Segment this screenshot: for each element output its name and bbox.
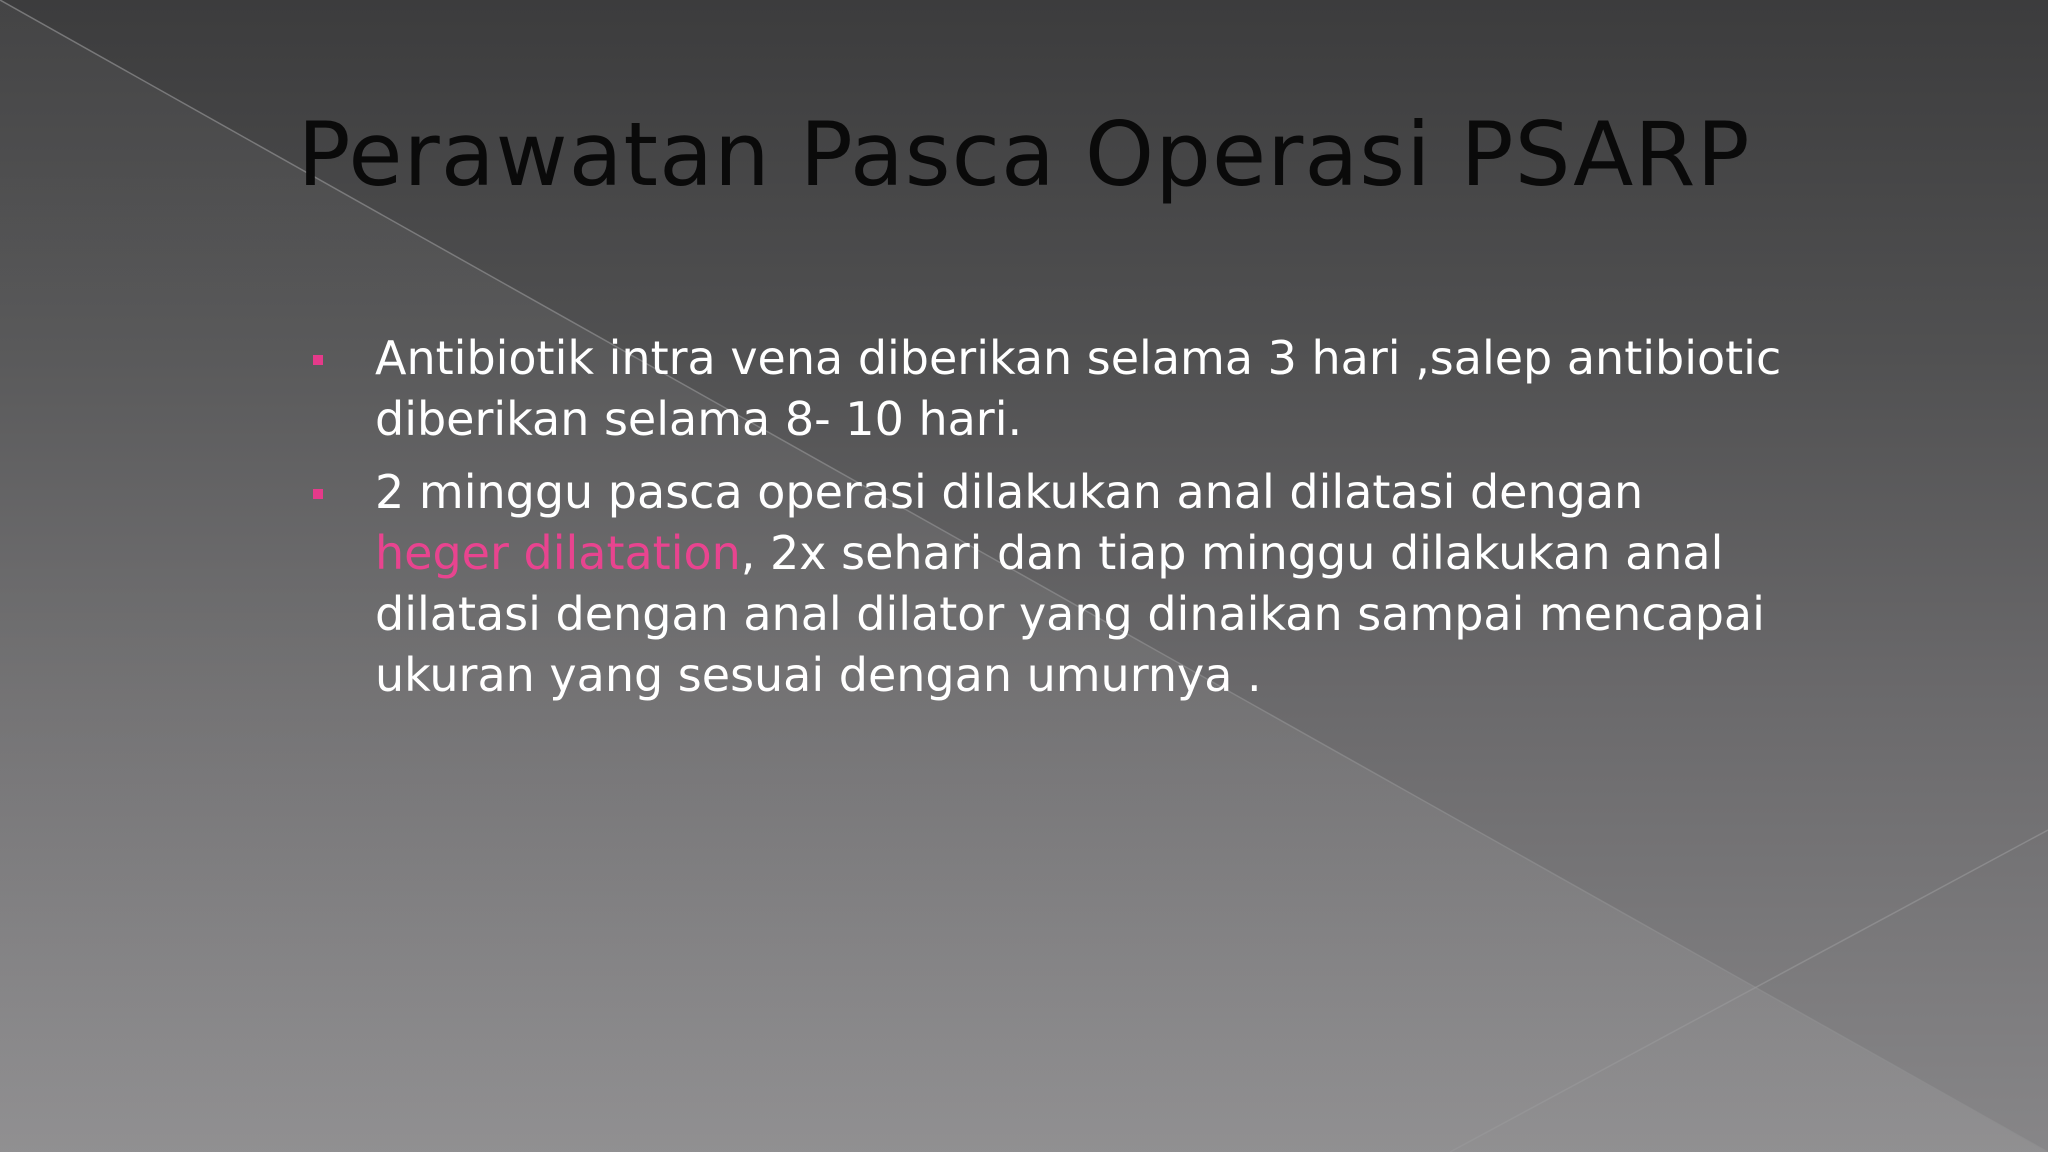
bullet-highlight-text: heger dilatation: [375, 526, 741, 580]
bullet-text: 2 minggu pasca operasi dilakukan anal dilatasi dengan: [375, 465, 1644, 519]
bullet-square-icon: [313, 489, 323, 499]
bullet-text-continued: , 2x sehari dan tiap minggu dilakukan anal dilatasi dengan anal dilator yang dinaikan sampai mencapai ukuran yang sesuai dengan umurnya .: [375, 526, 1765, 702]
bullet-item: [305, 328, 1785, 450]
bullet-square-icon: [313, 355, 323, 365]
bullet-text: Antibiotik intra vena diberikan selama 3 hari ,salep antibiotic diberikan selama 8- 10 hari.: [375, 331, 1782, 446]
slide-title: Perawatan Pasca Operasi PSARP: [297, 103, 1751, 206]
bullet-list: [305, 328, 1785, 718]
bullet-item: [305, 462, 1785, 706]
